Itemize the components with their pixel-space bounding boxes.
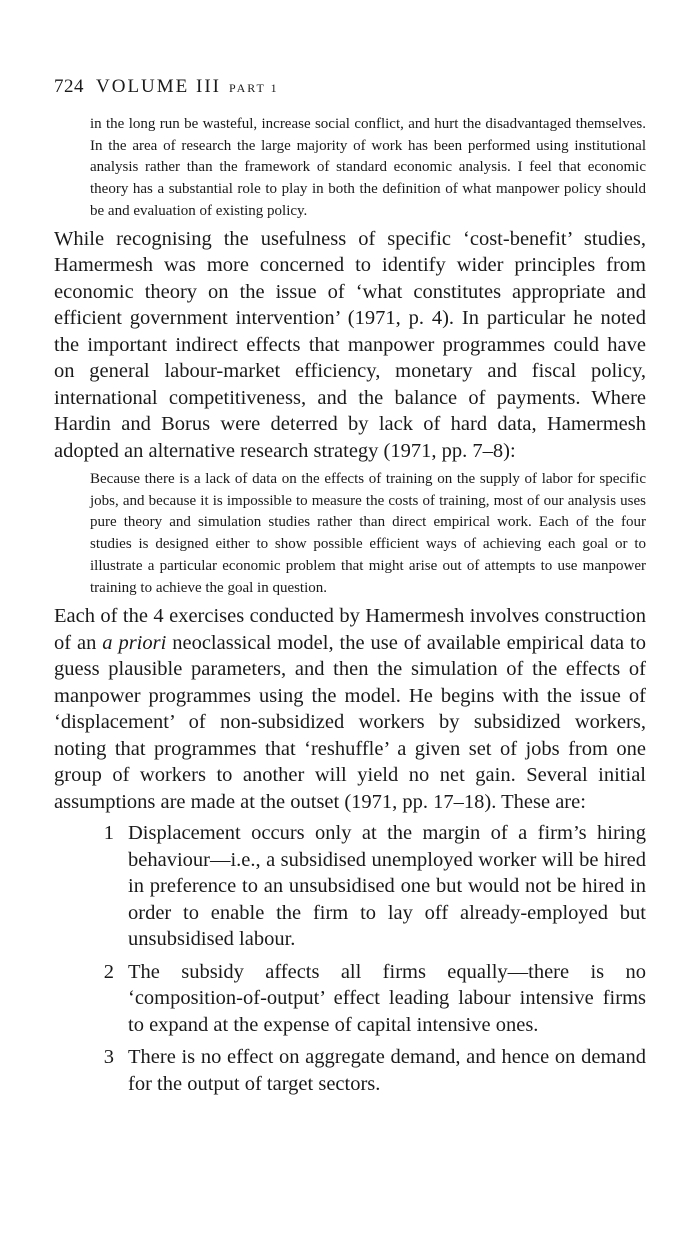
exercises-italic-term: a priori — [102, 631, 167, 654]
running-head — [54, 74, 646, 100]
part-label: PART 1 — [229, 81, 279, 95]
volume-label: VOLUME III — [96, 76, 222, 97]
assumptions-list — [54, 820, 646, 1097]
body-paragraph-research-strategy: While recognising the usefulness of specific ‘cost-benefit’ studies, Hamermesh was more concerned to identify wider principles from economic theory on the issue of ‘what constitutes appropriate and efficient government intervention’ (1971, p. 4). In particular he noted the important indirect effects that manpower programmes could have on general labour-market efficiency, monetary and fiscal policy, international competitiveness, and the balance of payments. Where Hardin and Borus were deterred by lack of hard data, Hamermesh adopted an alternative research strategy (1971, pp. 7–8): — [54, 227, 646, 462]
assumption-item — [54, 820, 646, 953]
block-quote-data-lack: Because there is a lack of data on the effects of training on the supply of labor for specific jobs, and because it is impossible to measure the costs of training, most of our analysis uses pure theory and simulation studies rather than direct empirical work. Each of the four studies is designed either to show possible efficient ways of achieving each goal or to illustrate a particular economic problem that might arise out of attempts to use manpower training to achieve the goal in question. — [90, 471, 646, 596]
assumption-item — [54, 1044, 646, 1097]
assumption-text: The subsidy affects all firms equally—there is no ‘composition-of-output’ effect leading labour intensive firms to expand at the expense of capital intensive ones. — [128, 960, 646, 1036]
exercises-text-start: Each of the 4 exercises conducted by Hamermesh involves construction of an — [54, 605, 646, 654]
block-quote-hamermesh-intro: in the long run be wasteful, increase social conflict, and hurt the disadvantaged themselves. In the area of research the large majority of work has been performed using institutional analysis rather than the framework of standard economic analysis. I feel that economic theory has a substantial role to play in both the definition of what manpower policy should be and evaluation of existing policy. — [90, 116, 646, 219]
assumption-number: 2 — [103, 960, 114, 983]
assumption-number: 1 — [103, 822, 114, 845]
page-number: 724 — [54, 76, 84, 97]
body-paragraph-exercises — [54, 603, 646, 815]
book-page — [54, 74, 646, 1103]
exercises-text-end: neoclassical model, the use of available empirical data to guess plausible parameters, and then the simulation of the effects of manpower programmes using the model. He begins with the issue of ‘displacement’ of non-subsidized workers by subsidized workers, noting that programmes that ‘reshuffle’ a given set of jobs from one group of workers to another will yield no net gain. Several initial assumptions are made at the outset (1971, pp. 17–18). These are: — [54, 631, 646, 813]
assumption-text: There is no effect on aggregate demand, and hence on demand for the output of target sectors. — [128, 1046, 646, 1095]
assumption-number: 3 — [103, 1046, 114, 1069]
assumption-item — [54, 959, 646, 1039]
assumption-text: Displacement occurs only at the margin of a firm’s hiring behaviour—i.e., a subsidised unemployed worker will be hired in preference to an unsubsidised one but would not be hired in order to enable the firm to lay off already-employed but unsubsidised labour. — [128, 822, 646, 951]
